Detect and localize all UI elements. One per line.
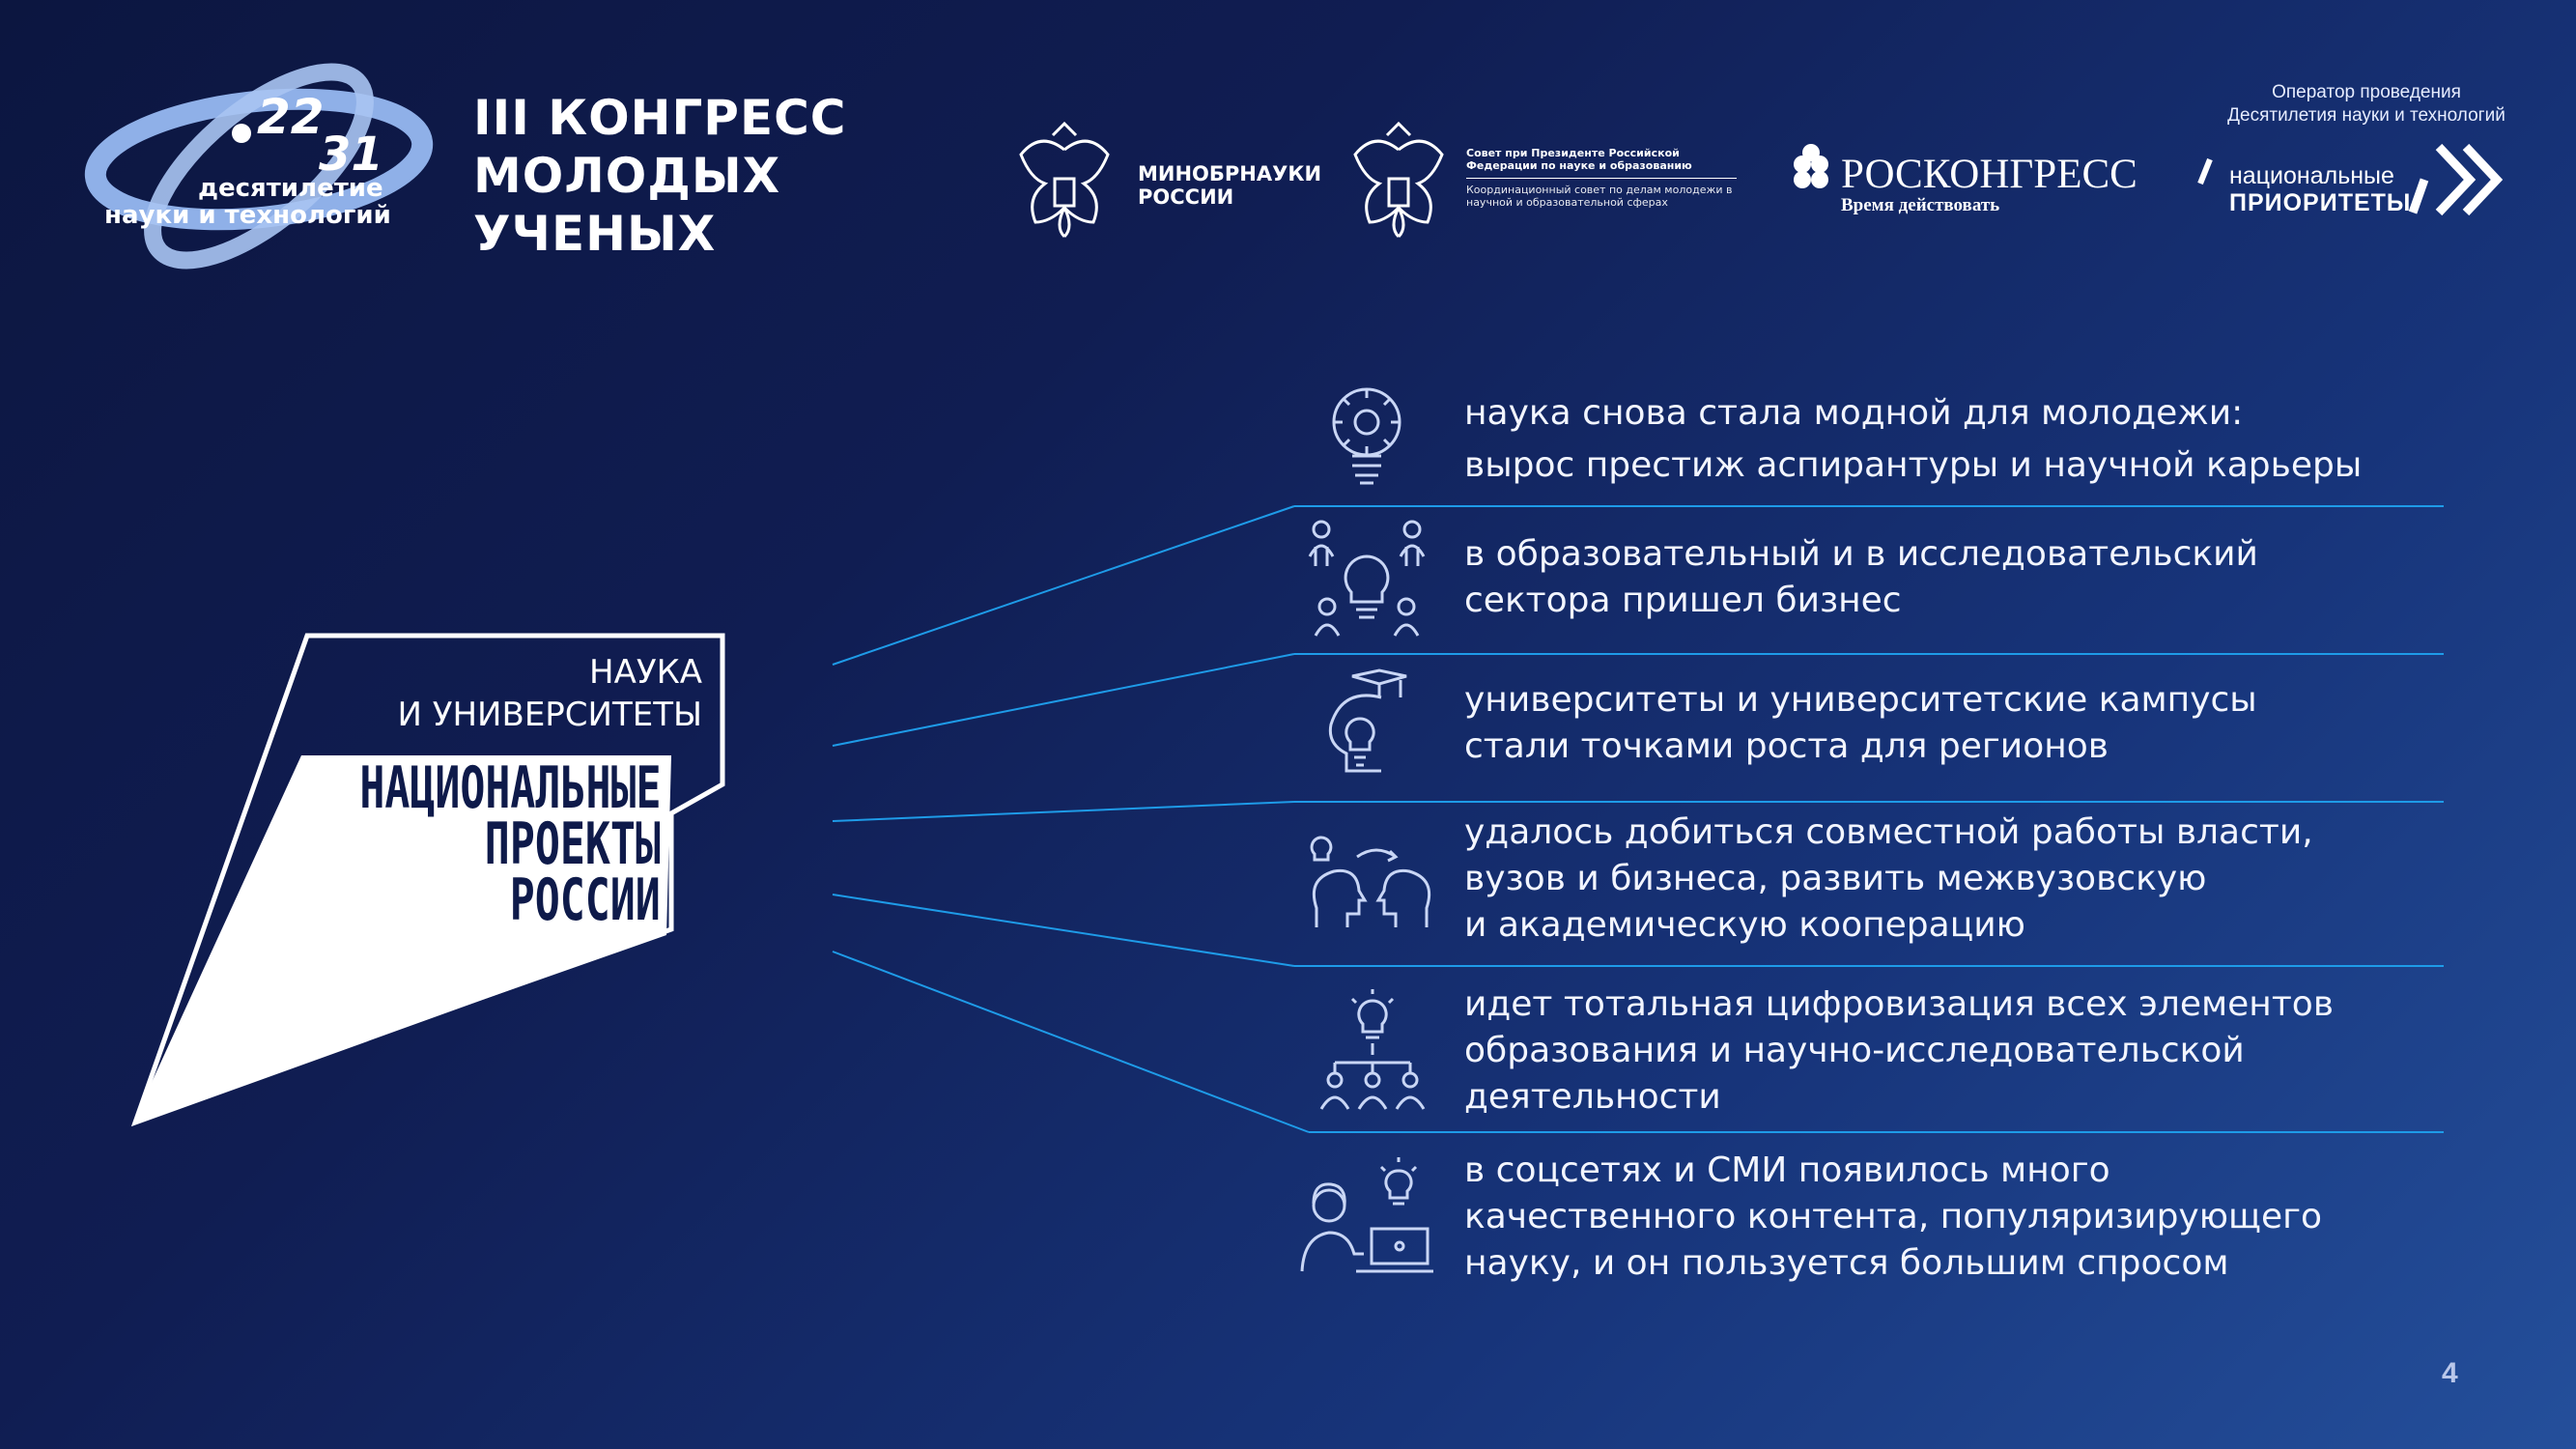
item-2-line1: в образовательный и в исследовательский xyxy=(1464,534,2258,574)
eagle-emblem-icon xyxy=(1021,124,1108,237)
item-2-text xyxy=(1464,531,2258,624)
decade-line1: десятилетие xyxy=(198,174,383,203)
sovet-top: Совет при Президенте Российской Федерации по науке и образованию xyxy=(1466,147,1692,172)
decade-years-bottom: 31 xyxy=(319,128,383,182)
minobrnauki-line1: МИНОБРНАУКИ xyxy=(1138,162,1322,185)
item-5-line1: идет тотальная цифровизация всех элементов xyxy=(1464,984,2335,1024)
np-big-line3: РОССИИ xyxy=(509,867,661,934)
item-1-line2: вырос престиж аспирантуры и научной карьеры xyxy=(1464,445,2363,485)
operator-caption xyxy=(2164,81,2569,128)
team-digital-icon xyxy=(1316,987,1430,1113)
item-5-line2: образования и научно-исследовательской xyxy=(1464,1031,2245,1070)
item-4-line3: и академическую кооперацию xyxy=(1464,905,2025,945)
roscongress-name: РОСКОНГРЕСС xyxy=(1841,152,2137,197)
congress-title xyxy=(473,89,847,263)
operator-line2: Десятилетия науки и технологий xyxy=(2227,105,2505,126)
item-4-line2: вузов и бизнеса, развить межвузовскую xyxy=(1464,859,2207,898)
title-line-3: УЧЕНЫХ xyxy=(473,206,717,262)
item-5-line3: деятельности xyxy=(1464,1077,1721,1117)
minobrnauki-logo xyxy=(1138,162,1321,209)
cooperation-heads-icon xyxy=(1309,836,1434,932)
item-3-line1: университеты и университетские кампусы xyxy=(1464,680,2257,720)
np-label-line1: НАУКА xyxy=(589,653,702,692)
title-line-2: МОЛОДЫХ xyxy=(473,148,781,204)
eagle-emblem-sovet-icon xyxy=(1355,124,1442,237)
operator-line1: Оператор проведения xyxy=(2272,82,2461,102)
item-6-line1: в соцсетях и СМИ появилось много xyxy=(1464,1151,2110,1190)
decade-years-top: 22 xyxy=(257,89,325,145)
roscongress-slogan: Время действовать xyxy=(1841,195,2000,215)
item-4-line1: удалось добиться совместной работы власти, xyxy=(1464,812,2313,852)
item-6-line3: науку, и он пользуется большим спросом xyxy=(1464,1243,2229,1283)
sovet-logo xyxy=(1466,147,1746,209)
item-5-text xyxy=(1464,981,2334,1121)
sovet-bottom: Координационный совет по делам молодежи в научной и образовательной сферах xyxy=(1466,184,1733,209)
priorities-chevron-icon xyxy=(2413,147,2497,213)
priorities-slash xyxy=(2200,159,2210,184)
item-4-text xyxy=(1464,810,2313,949)
page-number: 4 xyxy=(2442,1357,2458,1389)
roscongress-flower-icon xyxy=(1794,144,1828,188)
item-6-line2: качественного контента, популяризирующего xyxy=(1464,1197,2323,1236)
sovet-rule xyxy=(1466,178,1737,179)
blogger-laptop-icon xyxy=(1298,1155,1433,1275)
lightbulb-gear-icon xyxy=(1323,379,1410,495)
graduate-head-icon xyxy=(1323,668,1420,784)
np-big-line1: НАЦИОНАЛЬНЫЕ xyxy=(358,754,661,822)
connector-lines xyxy=(833,506,1309,1132)
np-big-line2: ПРОЕКТЫ xyxy=(484,810,661,878)
item-1-text xyxy=(1464,390,2362,489)
item-3-line2: стали точками роста для регионов xyxy=(1464,726,2109,766)
title-line-1: III КОНГРЕСС xyxy=(473,90,847,146)
item-3-text xyxy=(1464,677,2257,770)
decade-line2: науки и технологий xyxy=(104,201,391,230)
item-6-text xyxy=(1464,1148,2322,1287)
priorities-line1: национальные xyxy=(2229,162,2394,189)
priorities-line2: ПРИОРИТЕТЫ xyxy=(2229,189,2412,216)
item-1-line1: наука снова стала модной для молодежи: xyxy=(1464,393,2244,433)
np-label-line2: И УНИВЕРСИТЕТЫ xyxy=(397,696,702,734)
people-idea-icon xyxy=(1306,518,1431,643)
item-2-line2: сектора пришел бизнес xyxy=(1464,581,1902,620)
minobrnauki-line2: РОССИИ xyxy=(1138,185,1234,209)
